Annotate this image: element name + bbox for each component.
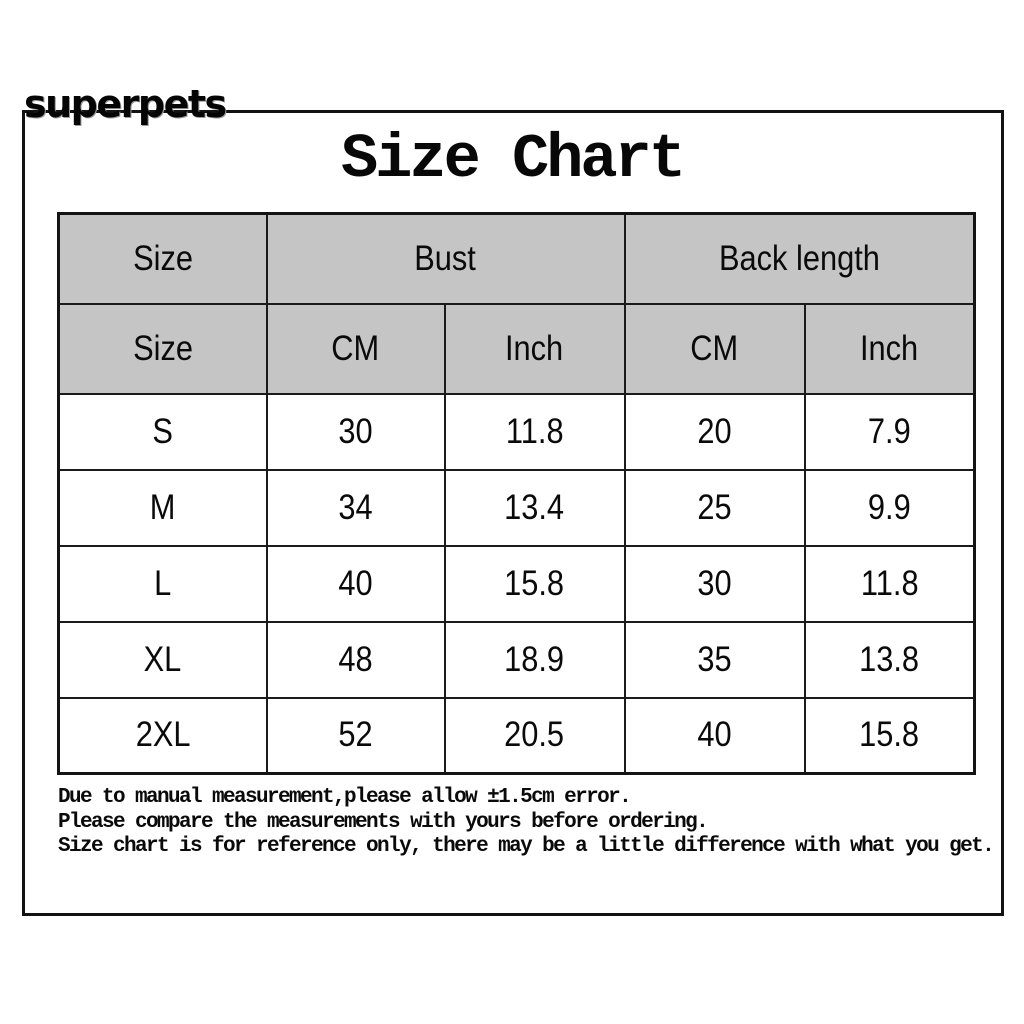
cell-back-cm	[625, 698, 805, 774]
cell-bust-inch-value: 11.8	[505, 411, 564, 451]
cell-size	[59, 698, 267, 774]
cell-size	[59, 546, 267, 622]
col-header-size	[59, 214, 267, 304]
measurement-notes	[58, 786, 993, 860]
cell-bust-inch	[445, 698, 625, 774]
cell-size	[59, 470, 267, 546]
table-row-l	[59, 546, 975, 622]
cell-back-inch	[805, 470, 975, 546]
cell-back-inch	[805, 546, 975, 622]
cell-back-cm-value: 30	[697, 563, 732, 603]
cell-bust-cm-value: 40	[338, 563, 373, 603]
brand-logo: superpets	[24, 82, 226, 126]
cell-back-inch-value: 15.8	[859, 715, 920, 755]
col-header-back-length-label: Back length	[718, 238, 880, 278]
note-line-3: Size chart is for reference only, there may be a little difference with what you get.	[58, 835, 994, 858]
cell-back-inch	[805, 622, 975, 698]
sub-header-bust-inch-label: Inch	[505, 328, 564, 368]
cell-back-inch	[805, 394, 975, 470]
cell-bust-inch	[445, 622, 625, 698]
cell-size-value: 2XL	[135, 715, 191, 755]
table-row-m	[59, 470, 975, 546]
table-row-2xl	[59, 698, 975, 774]
sub-header-size-label: Size	[132, 328, 193, 368]
note-line-2: Please compare the measurements with yours before ordering.	[58, 810, 708, 834]
table-row-xl	[59, 622, 975, 698]
sub-header-size	[59, 304, 267, 394]
cell-bust-cm-value: 34	[338, 487, 373, 527]
page-title: Size Chart	[340, 124, 684, 195]
group-header-row	[59, 214, 975, 304]
cell-back-inch-value: 11.8	[860, 563, 919, 603]
cell-back-cm-value: 20	[697, 411, 732, 451]
cell-size	[59, 622, 267, 698]
cell-back-inch-value: 7.9	[867, 411, 911, 451]
cell-back-inch-value: 13.8	[859, 639, 920, 679]
cell-back-cm-value: 25	[697, 487, 732, 527]
cell-bust-inch-value: 15.8	[504, 563, 565, 603]
cell-back-cm	[625, 394, 805, 470]
cell-bust-cm	[267, 698, 445, 774]
sub-header-bust-inch	[445, 304, 625, 394]
size-table	[57, 212, 976, 775]
col-header-bust-label: Bust	[414, 238, 477, 278]
cell-bust-inch-value: 18.9	[504, 639, 565, 679]
cell-bust-cm	[267, 546, 445, 622]
note-line-1: Due to manual measurement,please allow ±1.5cm error.	[58, 786, 631, 809]
cell-bust-inch-value: 20.5	[504, 715, 565, 755]
cell-back-inch	[805, 698, 975, 774]
sub-header-back-inch	[805, 304, 975, 394]
cell-bust-cm	[267, 394, 445, 470]
cell-back-cm	[625, 622, 805, 698]
cell-back-cm-value: 40	[697, 715, 732, 755]
cell-size-value: L	[154, 563, 172, 603]
col-header-bust	[267, 214, 625, 304]
table-row-s	[59, 394, 975, 470]
cell-size-value: XL	[143, 639, 182, 679]
cell-bust-cm-value: 30	[338, 411, 373, 451]
cell-bust-inch	[445, 470, 625, 546]
cell-bust-inch	[445, 394, 625, 470]
sub-header-bust-cm-label: CM	[331, 328, 380, 368]
cell-size-value: M	[149, 487, 176, 527]
col-header-size-label: Size	[132, 238, 193, 278]
col-header-back-length	[625, 214, 975, 304]
sub-header-bust-cm	[267, 304, 445, 394]
cell-back-cm	[625, 470, 805, 546]
sub-header-back-cm-label: CM	[690, 328, 739, 368]
cell-bust-inch	[445, 546, 625, 622]
cell-back-cm	[625, 546, 805, 622]
cell-back-cm-value: 35	[697, 639, 732, 679]
cell-bust-cm-value: 52	[338, 715, 373, 755]
cell-bust-cm	[267, 622, 445, 698]
cell-bust-inch-value: 13.4	[504, 487, 565, 527]
sub-header-row	[59, 304, 975, 394]
cell-bust-cm-value: 48	[338, 639, 373, 679]
sub-header-back-inch-label: Inch	[860, 328, 919, 368]
cell-size-value: S	[152, 411, 174, 451]
cell-back-inch-value: 9.9	[867, 487, 911, 527]
sub-header-back-cm	[625, 304, 805, 394]
cell-bust-cm	[267, 470, 445, 546]
cell-size	[59, 394, 267, 470]
